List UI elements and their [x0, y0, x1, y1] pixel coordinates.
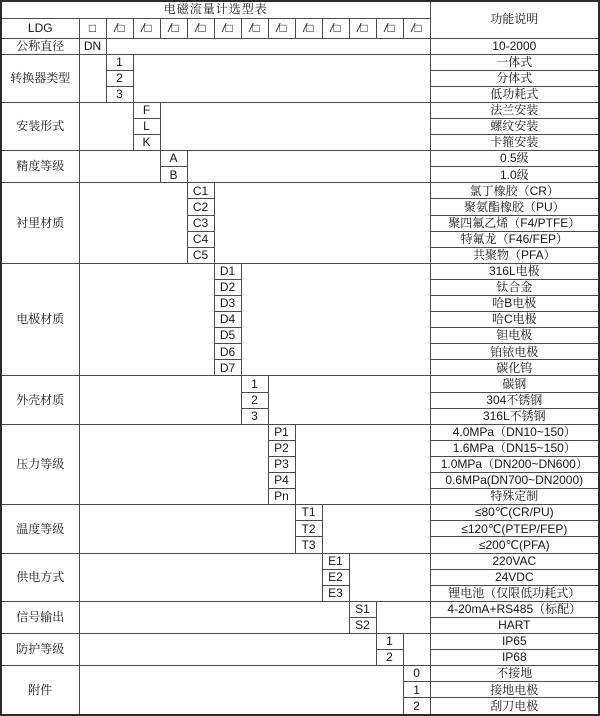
code-temperature-class-T2: T2	[295, 521, 322, 537]
desc-pressure-class-P1: 4.0MPa（DN10~150）	[430, 424, 599, 440]
desc-installation-form-L: 螺纹安装	[430, 118, 599, 134]
model-slot-box-8: /□	[295, 18, 322, 38]
model-slot-box-11: /□	[376, 18, 403, 38]
category-label-accessories: 附件	[1, 666, 79, 715]
spacer-right-accuracy-class	[187, 151, 430, 183]
desc-lining-material-C2: 聚氨酯橡胶（PU）	[430, 199, 599, 215]
model-slot-box-2: /□	[133, 18, 160, 38]
desc-column-header: 功能说明	[430, 1, 599, 38]
spacer-right-installation-form	[160, 102, 430, 150]
code-pressure-class-Pn: Pn	[268, 489, 295, 505]
desc-converter-type-3: 低功耗式	[430, 86, 599, 102]
code-lining-material-C2: C2	[187, 199, 214, 215]
desc-electrode-material-D4: 哈C电极	[430, 312, 599, 328]
code-electrode-material-D1: D1	[214, 263, 241, 279]
desc-electrode-material-D5: 钽电极	[430, 328, 599, 344]
desc-electrode-material-D7: 碳化钨	[430, 360, 599, 376]
model-slot-box-3: /□	[160, 18, 187, 38]
category-label-electrode-material: 电极材质	[1, 263, 79, 376]
model-slot-box-5: /□	[214, 18, 241, 38]
code-lining-material-C1: C1	[187, 183, 214, 199]
desc-accessories-2: 刮刀电极	[430, 698, 599, 715]
spacer-left-lining-material	[79, 183, 187, 263]
desc-power-supply-E3: 锂电池（仅限低功耗式）	[430, 585, 599, 601]
model-slot-box-12: /□	[403, 18, 430, 38]
category-label-lining-material: 衬里材质	[1, 183, 79, 263]
spacer-right-signal-output	[376, 601, 430, 633]
spacer-right-protection-class	[403, 633, 430, 665]
spacer-left-power-supply	[79, 553, 322, 601]
code-electrode-material-D3: D3	[214, 296, 241, 312]
model-slot-box-6: /□	[241, 18, 268, 38]
code-electrode-material-D6: D6	[214, 344, 241, 360]
desc-power-supply-E2: 24VDC	[430, 569, 599, 585]
desc-installation-form-F: 法兰安装	[430, 102, 599, 118]
model-slot-box-4: /□	[187, 18, 214, 38]
category-label-installation-form: 安装形式	[1, 102, 79, 150]
code-converter-type-2: 2	[106, 70, 133, 86]
spacer-right-housing-material	[268, 376, 430, 424]
code-temperature-class-T1: T1	[295, 505, 322, 521]
desc-housing-material-2: 304不锈钢	[430, 392, 599, 408]
code-accuracy-class-B: B	[160, 167, 187, 183]
code-protection-class-2: 2	[376, 650, 403, 666]
desc-housing-material-1: 碳钢	[430, 376, 599, 392]
code-electrode-material-D4: D4	[214, 312, 241, 328]
code-signal-output-S1: S1	[349, 601, 376, 617]
spacer-left-converter-type	[79, 54, 106, 102]
code-converter-type-1: 1	[106, 54, 133, 70]
spacer-left-accessories	[79, 666, 403, 715]
spacer-right-nominal-diameter	[106, 38, 430, 54]
desc-lining-material-C3: 聚四氟乙烯（F4/PTFE）	[430, 215, 599, 231]
category-label-signal-output: 信号输出	[1, 601, 79, 633]
spacer-left-temperature-class	[79, 505, 295, 553]
desc-power-supply-E1: 220VAC	[430, 553, 599, 569]
desc-temperature-class-T1: ≤80℃(CR/PU)	[430, 505, 599, 521]
model-prefix: LDG	[1, 18, 79, 38]
desc-electrode-material-D2: 钛合金	[430, 279, 599, 295]
desc-lining-material-C5: 共聚物（PFA）	[430, 247, 599, 263]
spacer-left-accuracy-class	[79, 151, 160, 183]
code-pressure-class-P4: P4	[268, 473, 295, 489]
spacer-left-protection-class	[79, 633, 376, 665]
spacer-left-housing-material	[79, 376, 241, 424]
desc-lining-material-C1: 氯丁橡胶（CR）	[430, 183, 599, 199]
code-power-supply-E2: E2	[322, 569, 349, 585]
desc-accessories-1: 接地电极	[430, 682, 599, 698]
code-lining-material-C3: C3	[187, 215, 214, 231]
spacer-right-power-supply	[349, 553, 430, 601]
code-accessories-2: 2	[403, 698, 430, 715]
desc-installation-form-K: 卡箍安装	[430, 135, 599, 151]
code-power-supply-E3: E3	[322, 585, 349, 601]
model-slot-box-9: /□	[322, 18, 349, 38]
model-code-box-dn: □	[79, 18, 106, 38]
selection-table-body	[1, 1, 599, 715]
model-slot-box-7: /□	[268, 18, 295, 38]
category-label-housing-material: 外壳材质	[1, 376, 79, 424]
desc-electrode-material-D3: 哈B电极	[430, 296, 599, 312]
code-accessories-1: 1	[403, 682, 430, 698]
spacer-left-pressure-class	[79, 424, 268, 504]
desc-electrode-material-D6: 铂铱电极	[430, 344, 599, 360]
code-installation-form-L: L	[133, 118, 160, 134]
code-protection-class-1: 1	[376, 633, 403, 649]
spacer-right-pressure-class	[295, 424, 430, 504]
spacer-right-lining-material	[214, 183, 430, 263]
spacer-right-converter-type	[133, 54, 430, 102]
category-label-accuracy-class: 精度等级	[1, 151, 79, 183]
desc-pressure-class-Pn: 特殊定制	[430, 489, 599, 505]
code-housing-material-2: 2	[241, 392, 268, 408]
code-lining-material-C5: C5	[187, 247, 214, 263]
code-accessories-0: 0	[403, 666, 430, 682]
spacer-left-signal-output	[79, 601, 349, 633]
category-label-nominal-diameter: 公称直径	[1, 38, 79, 54]
category-label-converter-type: 转换器类型	[1, 54, 79, 102]
code-power-supply-E1: E1	[322, 553, 349, 569]
desc-temperature-class-T2: ≤120℃(PTEP/FEP)	[430, 521, 599, 537]
code-installation-form-K: K	[133, 135, 160, 151]
code-accuracy-class-A: A	[160, 151, 187, 167]
spacer-left-electrode-material	[79, 263, 214, 376]
desc-accuracy-class-A: 0.5级	[430, 151, 599, 167]
code-installation-form-F: F	[133, 102, 160, 118]
desc-signal-output-S2: HART	[430, 617, 599, 633]
desc-pressure-class-P2: 1.6MPa（DN15~150）	[430, 440, 599, 456]
model-slot-box-1: /□	[106, 18, 133, 38]
desc-electrode-material-D1: 316L电极	[430, 263, 599, 279]
desc-lining-material-C4: 特氟龙（F46/FEP）	[430, 231, 599, 247]
desc-converter-type-2: 分体式	[430, 70, 599, 86]
code-pressure-class-P1: P1	[268, 424, 295, 440]
code-pressure-class-P2: P2	[268, 440, 295, 456]
desc-signal-output-S1: 4-20mA+RS485（标配）	[430, 601, 599, 617]
desc-converter-type-1: 一体式	[430, 54, 599, 70]
category-label-power-supply: 供电方式	[1, 553, 79, 601]
desc-accuracy-class-B: 1.0级	[430, 167, 599, 183]
category-label-protection-class: 防护等级	[1, 633, 79, 665]
desc-nominal-diameter-DN: 10-2000	[430, 38, 599, 54]
category-label-pressure-class: 压力等级	[1, 424, 79, 504]
desc-protection-class-1: IP65	[430, 633, 599, 649]
code-nominal-diameter-DN: DN	[79, 38, 106, 54]
desc-temperature-class-T3: ≤200℃(PFA)	[430, 537, 599, 553]
code-signal-output-S2: S2	[349, 617, 376, 633]
desc-pressure-class-P3: 1.0MPa（DN200~DN600）	[430, 456, 599, 472]
code-pressure-class-P3: P3	[268, 456, 295, 472]
code-electrode-material-D5: D5	[214, 328, 241, 344]
desc-housing-material-3: 316L不锈钢	[430, 408, 599, 424]
code-lining-material-C4: C4	[187, 231, 214, 247]
table-title: 电磁流量计选型表	[1, 1, 430, 18]
code-converter-type-3: 3	[106, 86, 133, 102]
desc-protection-class-2: IP68	[430, 650, 599, 666]
spacer-right-temperature-class	[322, 505, 430, 553]
code-temperature-class-T3: T3	[295, 537, 322, 553]
spacer-right-electrode-material	[241, 263, 430, 376]
model-slot-box-10: /□	[349, 18, 376, 38]
code-housing-material-1: 1	[241, 376, 268, 392]
code-housing-material-3: 3	[241, 408, 268, 424]
desc-pressure-class-P4: 0.6MPa(DN700~DN2000)	[430, 473, 599, 489]
code-electrode-material-D7: D7	[214, 360, 241, 376]
spacer-left-installation-form	[79, 102, 133, 150]
desc-accessories-0: 不接地	[430, 666, 599, 682]
category-label-temperature-class: 温度等级	[1, 505, 79, 553]
code-electrode-material-D2: D2	[214, 279, 241, 295]
